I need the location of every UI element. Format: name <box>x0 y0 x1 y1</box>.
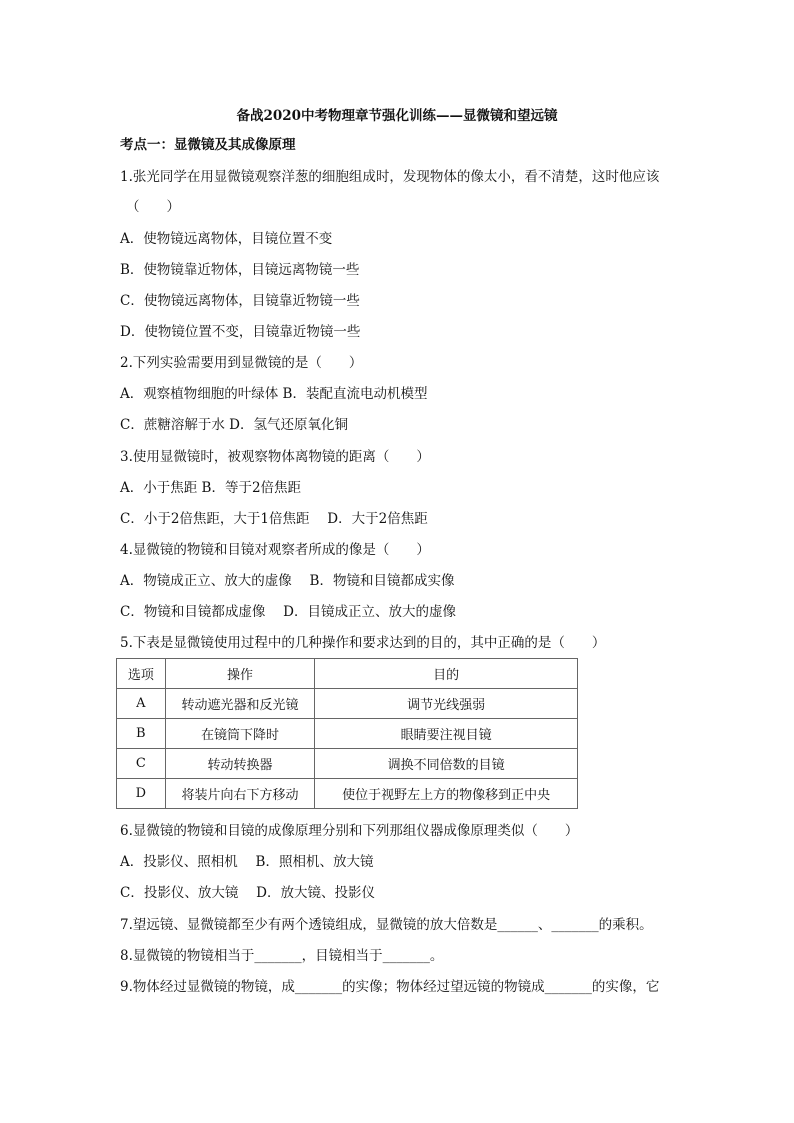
table-cell: C <box>117 749 166 779</box>
q6-options-cd: C．投影仪、放大镜 D．放大镜、投影仪 <box>120 885 375 901</box>
q2-options-ab: A．观察植物细胞的叶绿体 B．装配直流电动机模型 <box>120 386 428 402</box>
table-header-purpose: 目的 <box>315 659 578 689</box>
q1-option-a: A．使物镜远离物体，目镜位置不变 <box>120 231 333 247</box>
q4-stem: 4.显微镜的物镜和目镜对观察者所成的像是（ ） <box>120 542 430 558</box>
q4-options-ab: A．物镜成正立、放大的虚像 B．物镜和目镜都成实像 <box>120 573 455 589</box>
q1-paren: （ ） <box>126 199 180 215</box>
table-row <box>117 689 578 719</box>
table-header-option: 选项 <box>117 659 166 689</box>
table-cell: 在镜筒下降时 <box>165 719 315 749</box>
table-cell: 调节光线强弱 <box>315 689 578 719</box>
table-cell: 将装片向右下方移动 <box>165 779 315 809</box>
table-cell: D <box>117 779 166 809</box>
table-row <box>117 779 578 809</box>
q9-stem: 9.物体经过显微镜的物镜，成_______的实像；物体经过望远镜的物镜成_______的实像，它 <box>120 979 660 995</box>
section-heading: 考点一：显微镜及其成像原理 <box>120 137 296 153</box>
q6-options-ab: A．投影仪、照相机 B．照相机、放大镜 <box>120 854 374 870</box>
q4-options-cd: C．物镜和目镜都成虚像 D．目镜成正立、放大的虚像 <box>120 604 456 620</box>
table-header-operation: 操作 <box>165 659 315 689</box>
q3-options-cd: C．小于2倍焦距，大于1倍焦距 D．大于2倍焦距 <box>120 511 428 527</box>
table-header-row <box>117 659 578 689</box>
table-cell: 眼睛要注视目镜 <box>315 719 578 749</box>
document-title: 备战2020中考物理章节强化训练——显微镜和望远镜 <box>236 108 558 124</box>
table-cell: 转动转换器 <box>165 749 315 779</box>
q1-option-c: C．使物镜远离物体，目镜靠近物镜一些 <box>120 293 360 309</box>
table-cell: 转动遮光器和反光镜 <box>165 689 315 719</box>
q1-stem: 1.张光同学在用显微镜观察洋葱的细胞组成时，发现物体的像太小，看不清楚，这时他应该 <box>120 169 660 185</box>
q1-option-b: B．使物镜靠近物体，目镜远离物镜一些 <box>120 262 360 278</box>
q7-stem: 7.望远镜、显微镜都至少有两个透镜组成，显微镜的放大倍数是______、_______的乘积。 <box>120 917 653 933</box>
table-cell: 使位于视野左上方的物像移到正中央 <box>315 779 578 809</box>
q3-stem: 3.使用显微镜时，被观察物体离物镜的距离（ ） <box>120 449 430 465</box>
q2-options-cd: C．蔗糖溶解于水 D．氢气还原氧化铜 <box>120 417 348 433</box>
q6-stem: 6.显微镜的物镜和目镜的成像原理分别和下列那组仪器成像原理类似（ ） <box>120 823 579 839</box>
table-row <box>117 749 578 779</box>
table-cell: 调换不同倍数的目镜 <box>315 749 578 779</box>
q1-option-d: D．使物镜位置不变，目镜靠近物镜一些 <box>120 324 361 340</box>
table-cell: B <box>117 719 166 749</box>
q3-options-ab: A．小于焦距 B．等于2倍焦距 <box>120 480 302 496</box>
q2-stem: 2.下列实验需要用到显微镜的是（ ） <box>120 355 363 371</box>
q8-stem: 8.显微镜的物镜相当于_______，目镜相当于_______。 <box>120 948 444 964</box>
operations-table <box>116 658 578 809</box>
table-row <box>117 719 578 749</box>
q5-stem: 5.下表是显微镜使用过程中的几种操作和要求达到的目的，其中正确的是（ ） <box>120 635 606 651</box>
table-cell: A <box>117 689 166 719</box>
